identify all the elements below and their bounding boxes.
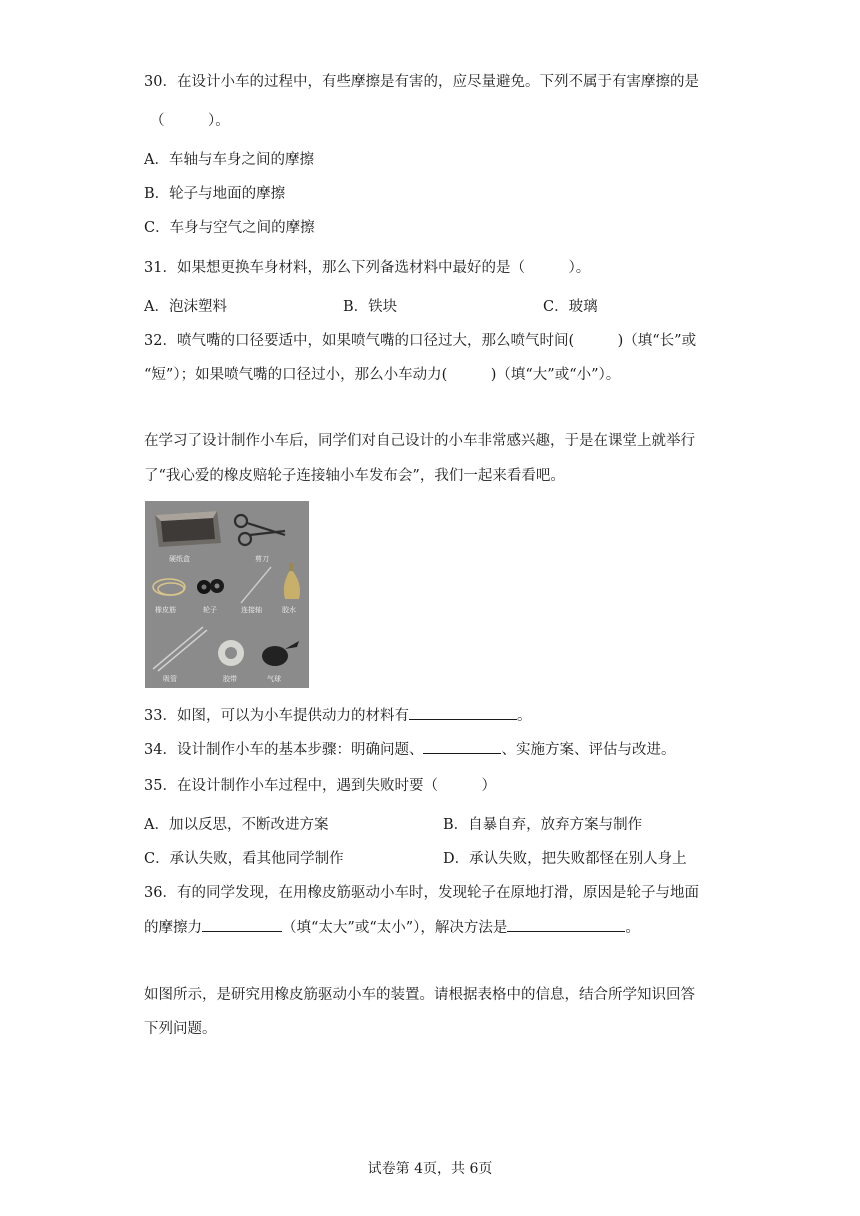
q30-stem-line1: 30．在设计小车的过程中，有些摩擦是有害的，应尽量避免。下列不属于有害摩擦的是 <box>144 74 699 90</box>
intro-paragraph-line1: 在学习了设计制作小车后，同学们对自己设计的小车非常感兴趣，于是在课堂上就举行 <box>144 433 695 449</box>
tape-icon <box>218 640 244 666</box>
q36-line2 <box>144 917 640 938</box>
q30-stem-line2: （ ）。 <box>150 113 230 129</box>
q34-suffix: 、实施方案、评估与改进。 <box>501 742 676 758</box>
q33-answer-blank[interactable] <box>409 705 517 720</box>
intro-paragraph-line2: 了“我心爱的橡皮赔轮子连接轴小车发布会”，我们一起来看看吧。 <box>144 468 565 484</box>
balloon-label: 气球 <box>267 675 281 683</box>
scissors-label: 剪刀 <box>255 555 269 563</box>
q30-option-a: A．车轴与车身之间的摩擦 <box>144 152 314 168</box>
q35-option-a: A．加以反思，不断改进方案 <box>144 817 329 833</box>
q32-line2: “短”）；如果喷气嘴的口径过小，那么小车动力( )（填“大”或“小”）。 <box>144 367 621 383</box>
q36-text-middle: （填“太大”或“太小”），解决方法是 <box>282 920 508 936</box>
glue-label: 胶水 <box>282 606 296 614</box>
q36-answer-blank-1[interactable] <box>202 917 282 932</box>
q34-answer-blank[interactable] <box>423 739 501 754</box>
axle-label: 连接轴 <box>241 606 262 614</box>
cardboard-box-icon <box>155 511 221 547</box>
q30-option-b: B．轮子与地面的摩擦 <box>144 186 286 202</box>
q31-option-c: C．玻璃 <box>543 299 598 315</box>
q35-stem: 35．在设计制作小车过程中，遇到失败时要（ ） <box>144 778 496 794</box>
q31-stem: 31．如果想更换车身材料，那么下列备选材料中最好的是（ ）。 <box>144 260 591 276</box>
q35-option-d: D．承认失败，把失败都怪在别人身上 <box>443 851 687 867</box>
setup-intro-line2: 下列问题。 <box>144 1021 217 1037</box>
materials-figure <box>145 501 309 688</box>
q32-line1: 32．喷气嘴的口径要适中，如果喷气嘴的口径过大，那么喷气时间( )（填“长”或 <box>144 333 697 349</box>
q36-line1: 36．有的同学发现，在用橡皮筋驱动小车时，发现轮子在原地打滑，原因是轮子与地面 <box>144 885 699 901</box>
box-label: 硬纸盒 <box>169 555 190 563</box>
straw-label: 吸管 <box>163 675 177 683</box>
q31-option-b: B．铁块 <box>343 299 398 315</box>
materials-illustration <box>145 501 309 688</box>
q34-line <box>144 739 675 760</box>
q31-option-a: A．泡沫塑料 <box>144 299 227 315</box>
q34-text: 34．设计制作小车的基本步骤：明确问题、 <box>144 742 424 758</box>
q33-suffix: 。 <box>516 708 532 724</box>
wheel-label: 轮子 <box>203 606 217 614</box>
setup-intro-line1: 如图所示，是研究用橡皮筋驱动小车的装置。请根据表格中的信息，结合所学知识回答 <box>144 987 695 1003</box>
q35-option-b: B．自暴自弃，放弃方案与制作 <box>443 817 643 833</box>
page-footer: 试卷第 4页，共 6页 <box>367 1161 493 1177</box>
q30-option-c: C．车身与空气之间的摩擦 <box>144 220 315 236</box>
q33-line <box>144 705 531 726</box>
q36-answer-blank-2[interactable] <box>507 917 625 932</box>
q36-text-start: 的摩擦力 <box>144 920 202 936</box>
tape-label: 胶带 <box>223 675 237 683</box>
rubber-band-label: 橡皮筋 <box>155 606 176 614</box>
q33-text: 33．如图，可以为小车提供动力的材料有 <box>144 708 409 724</box>
q35-option-c: C．承认失败，看其他同学制作 <box>144 851 344 867</box>
q36-text-end: 。 <box>625 920 640 936</box>
